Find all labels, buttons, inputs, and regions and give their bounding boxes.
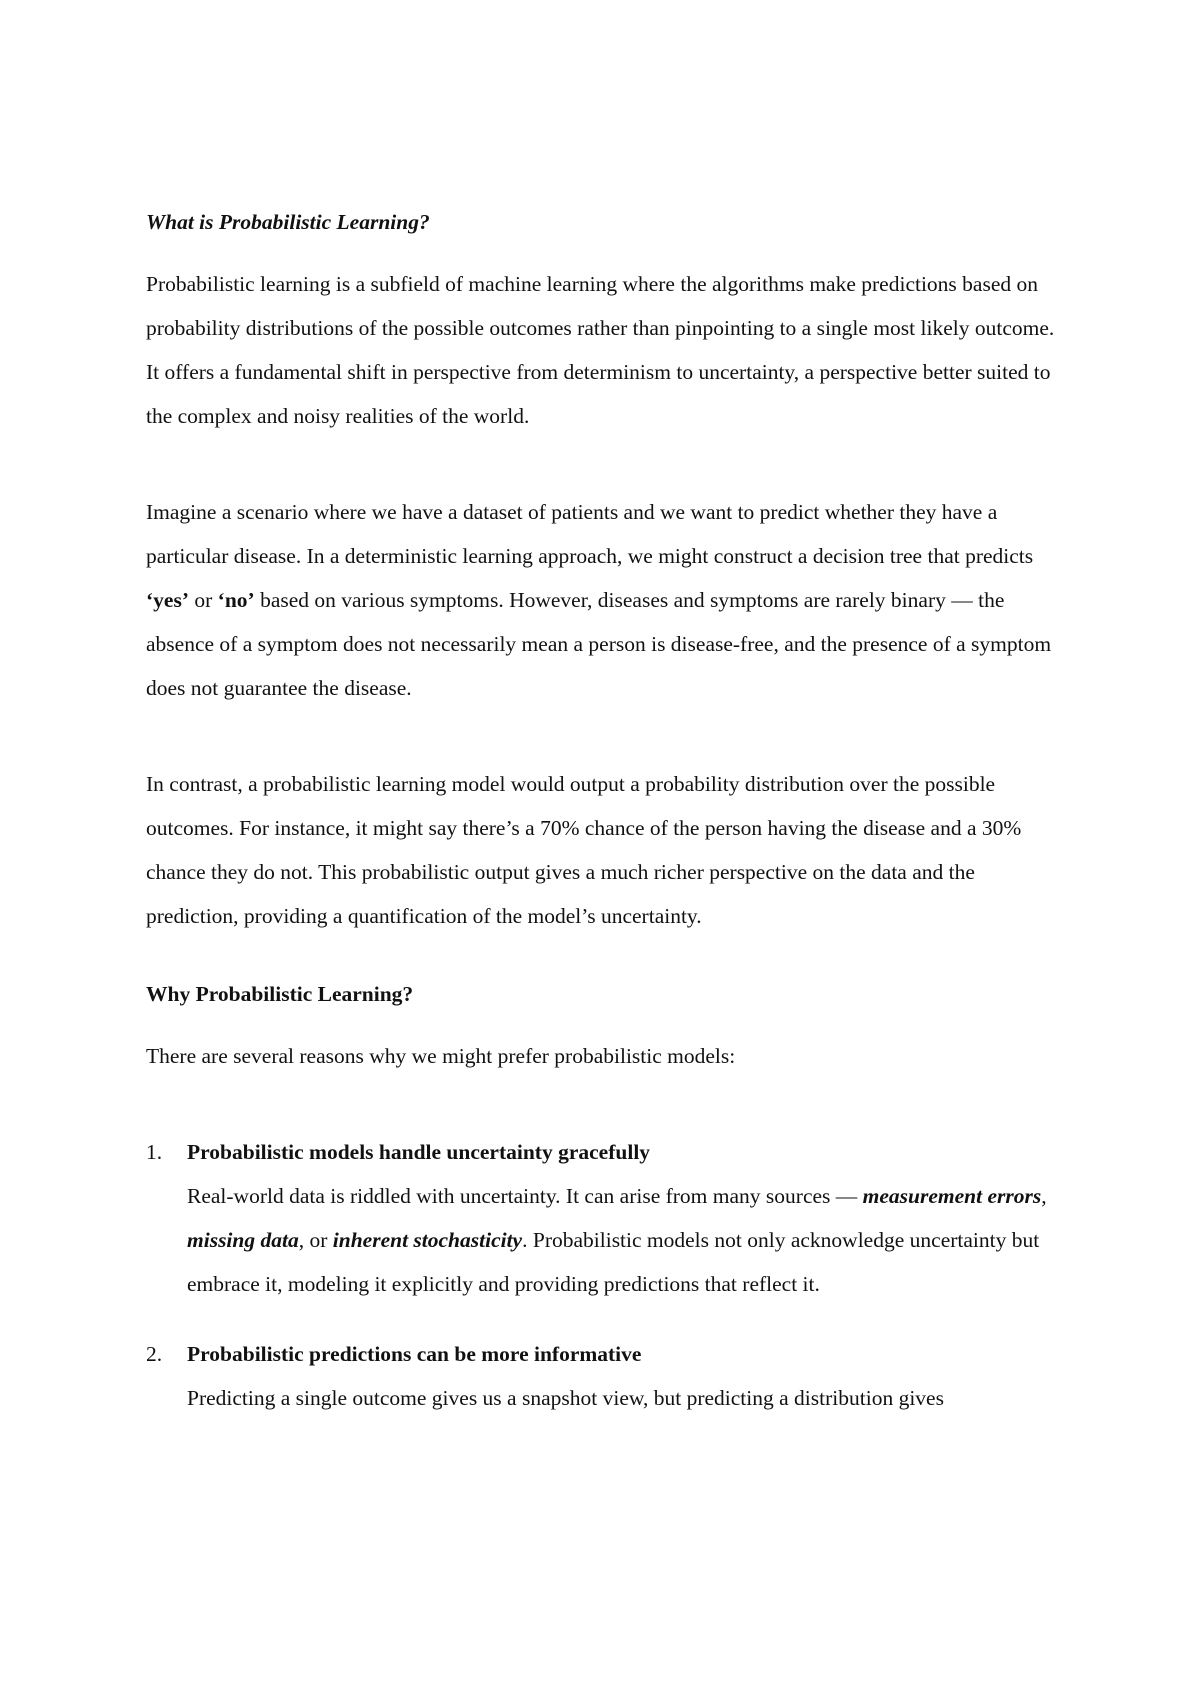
body-text-start: Real-world data is riddled with uncertainty. It can arise from many sources —: [187, 1184, 863, 1208]
list-item: [146, 1332, 1066, 1420]
reasons-list: [146, 1130, 1066, 1420]
list-item-number: 2.: [146, 1342, 163, 1366]
paragraph-definition: Probabilistic learning is a subfield of machine learning where the algorithms make predictions based on probability distributions of the possible outcomes rather than pinpointing to a single most likely outcome. It offers a fundamental shift in perspective from determinism to uncertainty, a perspective better suited to the complex and noisy realities of the world.: [146, 272, 1055, 428]
section-heading-why: Why Probabilistic Learning?: [146, 982, 414, 1006]
document-page: [146, 200, 1066, 1446]
list-item-title: Probabilistic predictions can be more informative: [187, 1342, 642, 1366]
separator: ,: [1041, 1184, 1047, 1208]
yes-term: ‘yes’: [146, 588, 189, 612]
separator: , or: [298, 1228, 333, 1252]
no-term: ‘no’: [217, 588, 255, 612]
list-item-body: [187, 1184, 1047, 1296]
body-text-end: . Probabilistic models not only acknowledge uncertainty but embrace it, modeling it explicitly and providing predictions that reflect it.: [187, 1228, 1040, 1296]
emphasis-missing-data: missing data: [187, 1228, 299, 1252]
section-heading-what-is: What is Probabilistic Learning?: [146, 210, 430, 234]
list-item-body: Predicting a single outcome gives us a snapshot view, but predicting a distribution gives: [187, 1386, 944, 1410]
scenario-text-start: Imagine a scenario where we have a dataset of patients and we want to predict whether they have a particular disease. In a deterministic learning approach, we might construct a decision tree that predicts: [146, 500, 1034, 568]
list-item-number: 1.: [146, 1140, 163, 1164]
paragraph-contrast: In contrast, a probabilistic learning model would output a probability distribution over the possible outcomes. For instance, it might say there’s a 70% chance of the person having the disease and a 30% chance they do not. This probabilistic output gives a much richer perspective on the data and the prediction, providing a quantification of the model’s uncertainty.: [146, 772, 1022, 928]
emphasis-inherent-stochasticity: inherent stochasticity: [332, 1228, 523, 1252]
list-item-title: Probabilistic models handle uncertainty gracefully: [187, 1140, 651, 1164]
emphasis-measurement-errors: measurement errors: [862, 1184, 1042, 1208]
or-text: or: [188, 588, 218, 612]
paragraph-reasons-intro: There are several reasons why we might prefer probabilistic models:: [146, 1044, 736, 1068]
paragraph-scenario: [146, 490, 1066, 710]
list-item: [146, 1130, 1066, 1306]
scenario-text-end: based on various symptoms. However, diseases and symptoms are rarely binary — the absence of a symptom does not necessarily mean a person is disease-free, and the presence of a symptom does not guarantee the disease.: [146, 588, 1052, 700]
